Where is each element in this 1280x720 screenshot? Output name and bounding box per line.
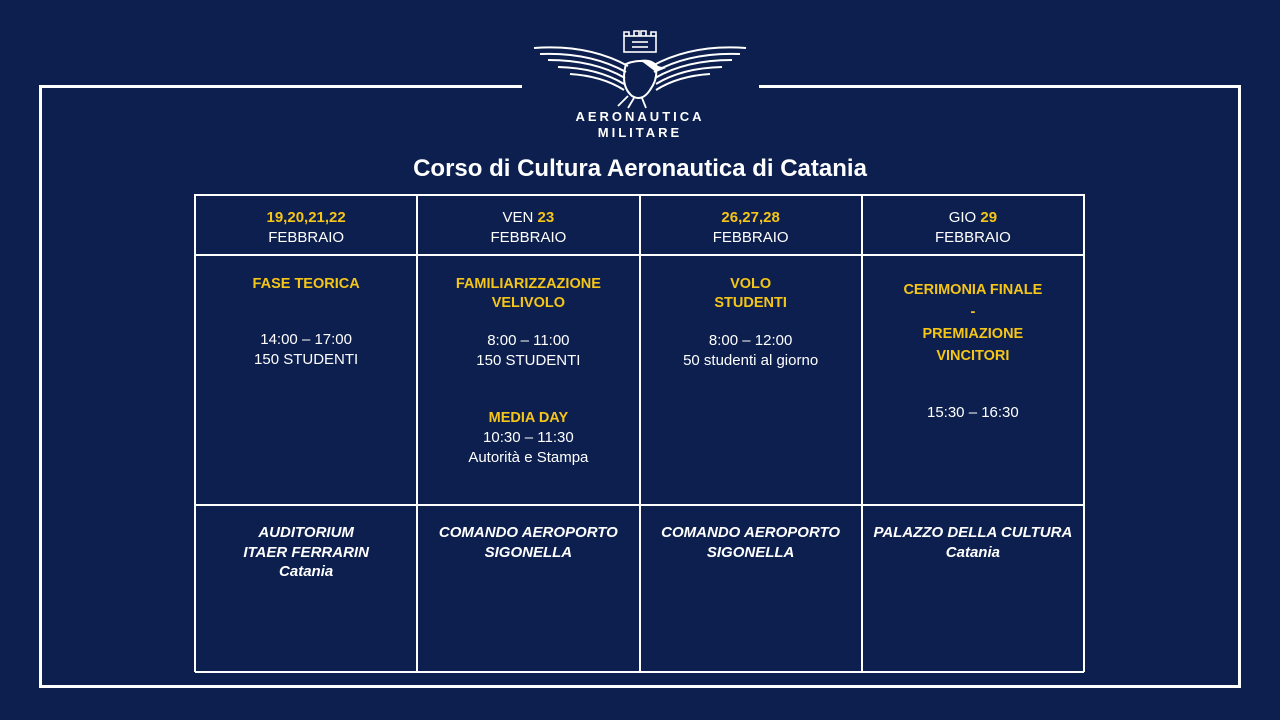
location-line: SIGONELLA — [706, 543, 795, 561]
header-month: FEBBRAIO — [490, 229, 567, 246]
media-day-time: 10:30 – 11:30 — [483, 429, 574, 446]
media-day-audience: Autorità e Stampa — [468, 449, 589, 466]
header-month: FEBBRAIO — [934, 229, 1011, 246]
header-cell-2 — [417, 195, 639, 255]
activity-title: FAMILIARIZZAZIONE — [455, 276, 601, 292]
header-cell-3 — [640, 195, 862, 255]
header-date: 29 — [980, 209, 998, 226]
brand-line-2: MILITARE — [597, 125, 683, 140]
activity-separator: - — [970, 304, 976, 320]
activity-cell-4 — [862, 255, 1084, 505]
activity-title: PREMIAZIONE — [922, 326, 1024, 342]
activity-title: VELIVOLO — [491, 295, 566, 311]
location-cell-3 — [640, 505, 862, 673]
brand-line-1: AERONAUTICA — [575, 109, 705, 124]
header-prefix: VEN — [502, 209, 538, 226]
location-cell-2 — [417, 505, 639, 673]
header-date: 26,27,28 — [721, 209, 780, 226]
location-line: Catania — [279, 563, 334, 580]
header-month: FEBBRAIO — [268, 229, 345, 246]
activity-title: STUDENTI — [714, 295, 787, 311]
location-line: COMANDO AEROPORTO — [661, 524, 841, 541]
activity-audience: 150 STUDENTI — [254, 351, 359, 368]
location-line: Catania — [945, 543, 1000, 561]
location-line: ITAER FERRARIN — [243, 543, 369, 561]
header-prefix: GIO — [948, 209, 981, 226]
activity-cell-3 — [640, 255, 862, 505]
location-line: SIGONELLA — [484, 543, 573, 561]
activity-title: VINCITORI — [936, 348, 1010, 364]
activity-title: VOLO — [730, 276, 772, 292]
media-day-title: MEDIA DAY — [488, 410, 569, 426]
activity-cell-1 — [195, 255, 417, 505]
location-line: COMANDO AEROPORTO — [438, 524, 618, 541]
header-cell-1 — [195, 195, 417, 255]
activity-time: 8:00 – 11:00 — [487, 332, 570, 349]
header-date: 19,20,21,22 — [266, 209, 346, 226]
header-cell-4 — [862, 195, 1084, 255]
activity-time: 8:00 – 12:00 — [708, 332, 793, 349]
activity-cell-2 — [417, 255, 639, 505]
activity-title: CERIMONIA FINALE — [903, 282, 1043, 298]
activity-title: FASE TEORICA — [252, 276, 360, 292]
activity-time: 15:30 – 16:30 — [926, 404, 1019, 421]
activity-audience: 150 STUDENTI — [476, 352, 581, 369]
schedule-table — [194, 194, 1085, 672]
header-date: 23 — [537, 209, 555, 226]
header-month: FEBBRAIO — [712, 229, 789, 246]
location-cell-1 — [195, 505, 417, 673]
page-title: Corso di Cultura Aeronautica di Catania — [413, 155, 867, 182]
location-line: AUDITORIUM — [258, 524, 354, 541]
activity-audience: 50 studenti al giorno — [683, 352, 819, 369]
location-line: PALAZZO DELLA CULTURA — [873, 524, 1073, 541]
location-cell-4 — [862, 505, 1084, 673]
activity-time: 14:00 – 17:00 — [260, 331, 352, 348]
